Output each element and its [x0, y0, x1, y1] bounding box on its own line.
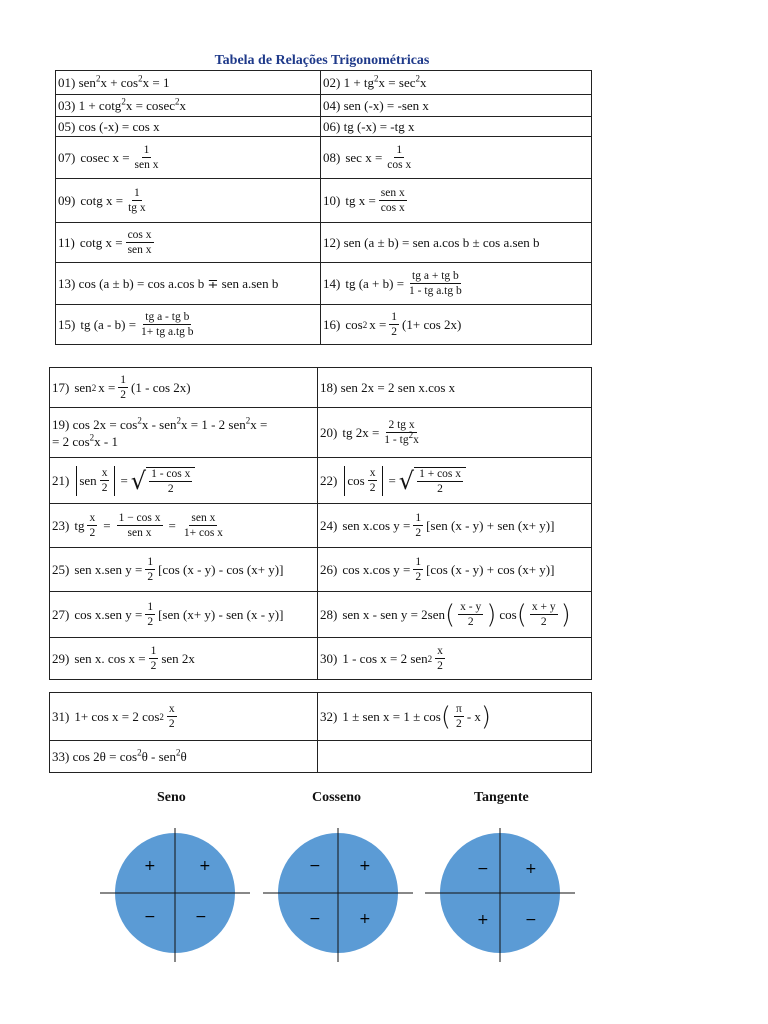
formula-22: 22) cos $\frac{x}{2}$ = √ $\frac{\text{1 + cos x}}{2}$: [318, 458, 592, 504]
cosseno-circle-diagram: [263, 828, 413, 964]
formula-28: 28) sen x - sen y = 2sen ( $\frac{x - y}{2}$ ) cos ( $\frac{x + y}{2}$ ): [318, 592, 592, 638]
formula-19: 19) $\cos 2x = \cos^2x - sen^2x = 1 - 2$ sen$^2$x = = 2 $\cos^2x - 1$: [50, 408, 318, 458]
quadrant-2-sign: +: [144, 858, 156, 874]
formula-05: 05) cos (-x) = cos x: [56, 117, 321, 137]
formula-30: 30) 1 - cos x = 2 sen 2 $\frac{x}{2}$: [318, 638, 592, 680]
label-cosseno: Cosseno: [312, 790, 362, 805]
quadrant-4-sign: −: [195, 909, 207, 925]
seno-circle-diagram: [100, 828, 250, 964]
formula-12: 12) sen (a ± b) = sen a.cos b ± cos a.sen b: [321, 223, 592, 263]
quadrant-2-sign: −: [309, 858, 321, 874]
formula-25: 25) sen x.sen y = $\frac{1}{2}$ [cos (x - y) - cos (x+ y)]: [50, 548, 318, 592]
formula-13: 13) cos (a ± b) = cos a.cos b ∓ sen a.sen b: [56, 263, 321, 305]
sqrt-symbol: √ $\frac{\text{1 - cos x}}{2}$: [131, 467, 196, 495]
formula-31: 31) 1+ cos x = 2 cos 2 $\frac{x}{2}$: [50, 693, 318, 741]
formula-21: 21) sen $\frac{x}{2}$ = √ $\frac{\text{1 - cos x}}{2}$: [50, 458, 318, 504]
quadrant-1-sign: +: [359, 858, 371, 874]
formula-32: 32) 1 ± sen x = 1 ± cos ( $\frac{\pi}{2}$ - x ): [318, 693, 592, 741]
quadrant-2-sign: −: [477, 861, 489, 877]
formula-06: 06) tg (-x) = -tg x: [321, 117, 592, 137]
formula-table-2: [49, 367, 592, 680]
formula-20: 20) tg 2x = $\frac{\text{2 tg x}}{1 - tg^2x}$: [318, 408, 592, 458]
formula-29: 29) sen x. cos x = $\frac{1}{2}$ sen 2x: [50, 638, 318, 680]
formula-table-1: [55, 70, 592, 345]
formula-23: 23) tg $\frac{x}{2}$ = $\frac{\text{1 − cos x}}{\text{sen x}}$ = $\frac{\text{sen x}}{\text{1+ cos x}}$: [50, 504, 318, 548]
formula-09: 09) cotg x = $\frac{1}{\text{tg x}}$: [56, 179, 321, 223]
formula-33: 33) $\cos 2\theta = \cos^2\theta - sen^2\theta$: [50, 741, 318, 773]
formula-11: 11) cotg x = $\frac{\text{cos x}}{\text{sen x}}$: [56, 223, 321, 263]
formula-14: 14) tg (a + b) = $\frac{\text{tg a + tg b}}{\text{1 - tg a.tg b}}$: [321, 263, 592, 305]
formula-01: 01) $sen^2x + \cos^2x = 1$: [56, 71, 321, 95]
label-tangente: Tangente: [474, 790, 529, 805]
formula-17: 17) sen 2 x = $\frac{1}{2}$ (1 - cos 2x): [50, 368, 318, 408]
formula-16: 16) cos 2 x = $\frac{1}{2}$ (1+ cos 2x): [321, 305, 592, 345]
formula-15: 15) tg (a - b) = $\frac{\text{tg a - tg b}}{\text{1+ tg a.tg b}}$: [56, 305, 321, 345]
formula-02: 02) $1 + tg^2x = \sec^2x$: [321, 71, 592, 95]
quadrant-1-sign: +: [525, 861, 537, 877]
tangente-circle-diagram: [425, 828, 575, 964]
sqrt-symbol: √ $\frac{\text{1 + cos x}}{2}$: [399, 467, 466, 495]
quadrant-3-sign: +: [477, 912, 489, 928]
formula-18: 18) sen 2x = 2 sen x.cos x: [318, 368, 592, 408]
quadrant-4-sign: −: [525, 912, 537, 928]
formula-26: 26) cos x.cos y = $\frac{1}{2}$ [cos (x - y) + cos (x+ y)]: [318, 548, 592, 592]
formula-07: 07) cosec x = $\frac{1}{\text{sen x}}$: [56, 137, 321, 179]
formula-table-3: [49, 692, 592, 773]
label-seno: Seno: [157, 790, 186, 805]
page-title: Tabela de Relações Trigonométricas: [214, 53, 430, 68]
formula-10: 10) tg x = $\frac{\text{sen x}}{\text{cos x}}$: [321, 179, 592, 223]
formula-08: 08) sec x = $\frac{1}{\text{cos x}}$: [321, 137, 592, 179]
formula-24: 24) sen x.cos y = $\frac{1}{2}$ [sen (x - y) + sen (x+ y)]: [318, 504, 592, 548]
quadrant-4-sign: +: [359, 911, 371, 927]
quadrant-1-sign: +: [199, 858, 211, 874]
empty-cell: [318, 741, 592, 773]
formula-03: 03) 1 + cotg$^2$x = cosec$^2$x: [56, 95, 321, 117]
formula-27: 27) cos x.sen y = $\frac{1}{2}$ [sen (x+ y) - sen (x - y)]: [50, 592, 318, 638]
formula-04: 04) sen (-x) = -sen x: [321, 95, 592, 117]
quadrant-3-sign: −: [144, 909, 156, 925]
quadrant-3-sign: −: [309, 911, 321, 927]
